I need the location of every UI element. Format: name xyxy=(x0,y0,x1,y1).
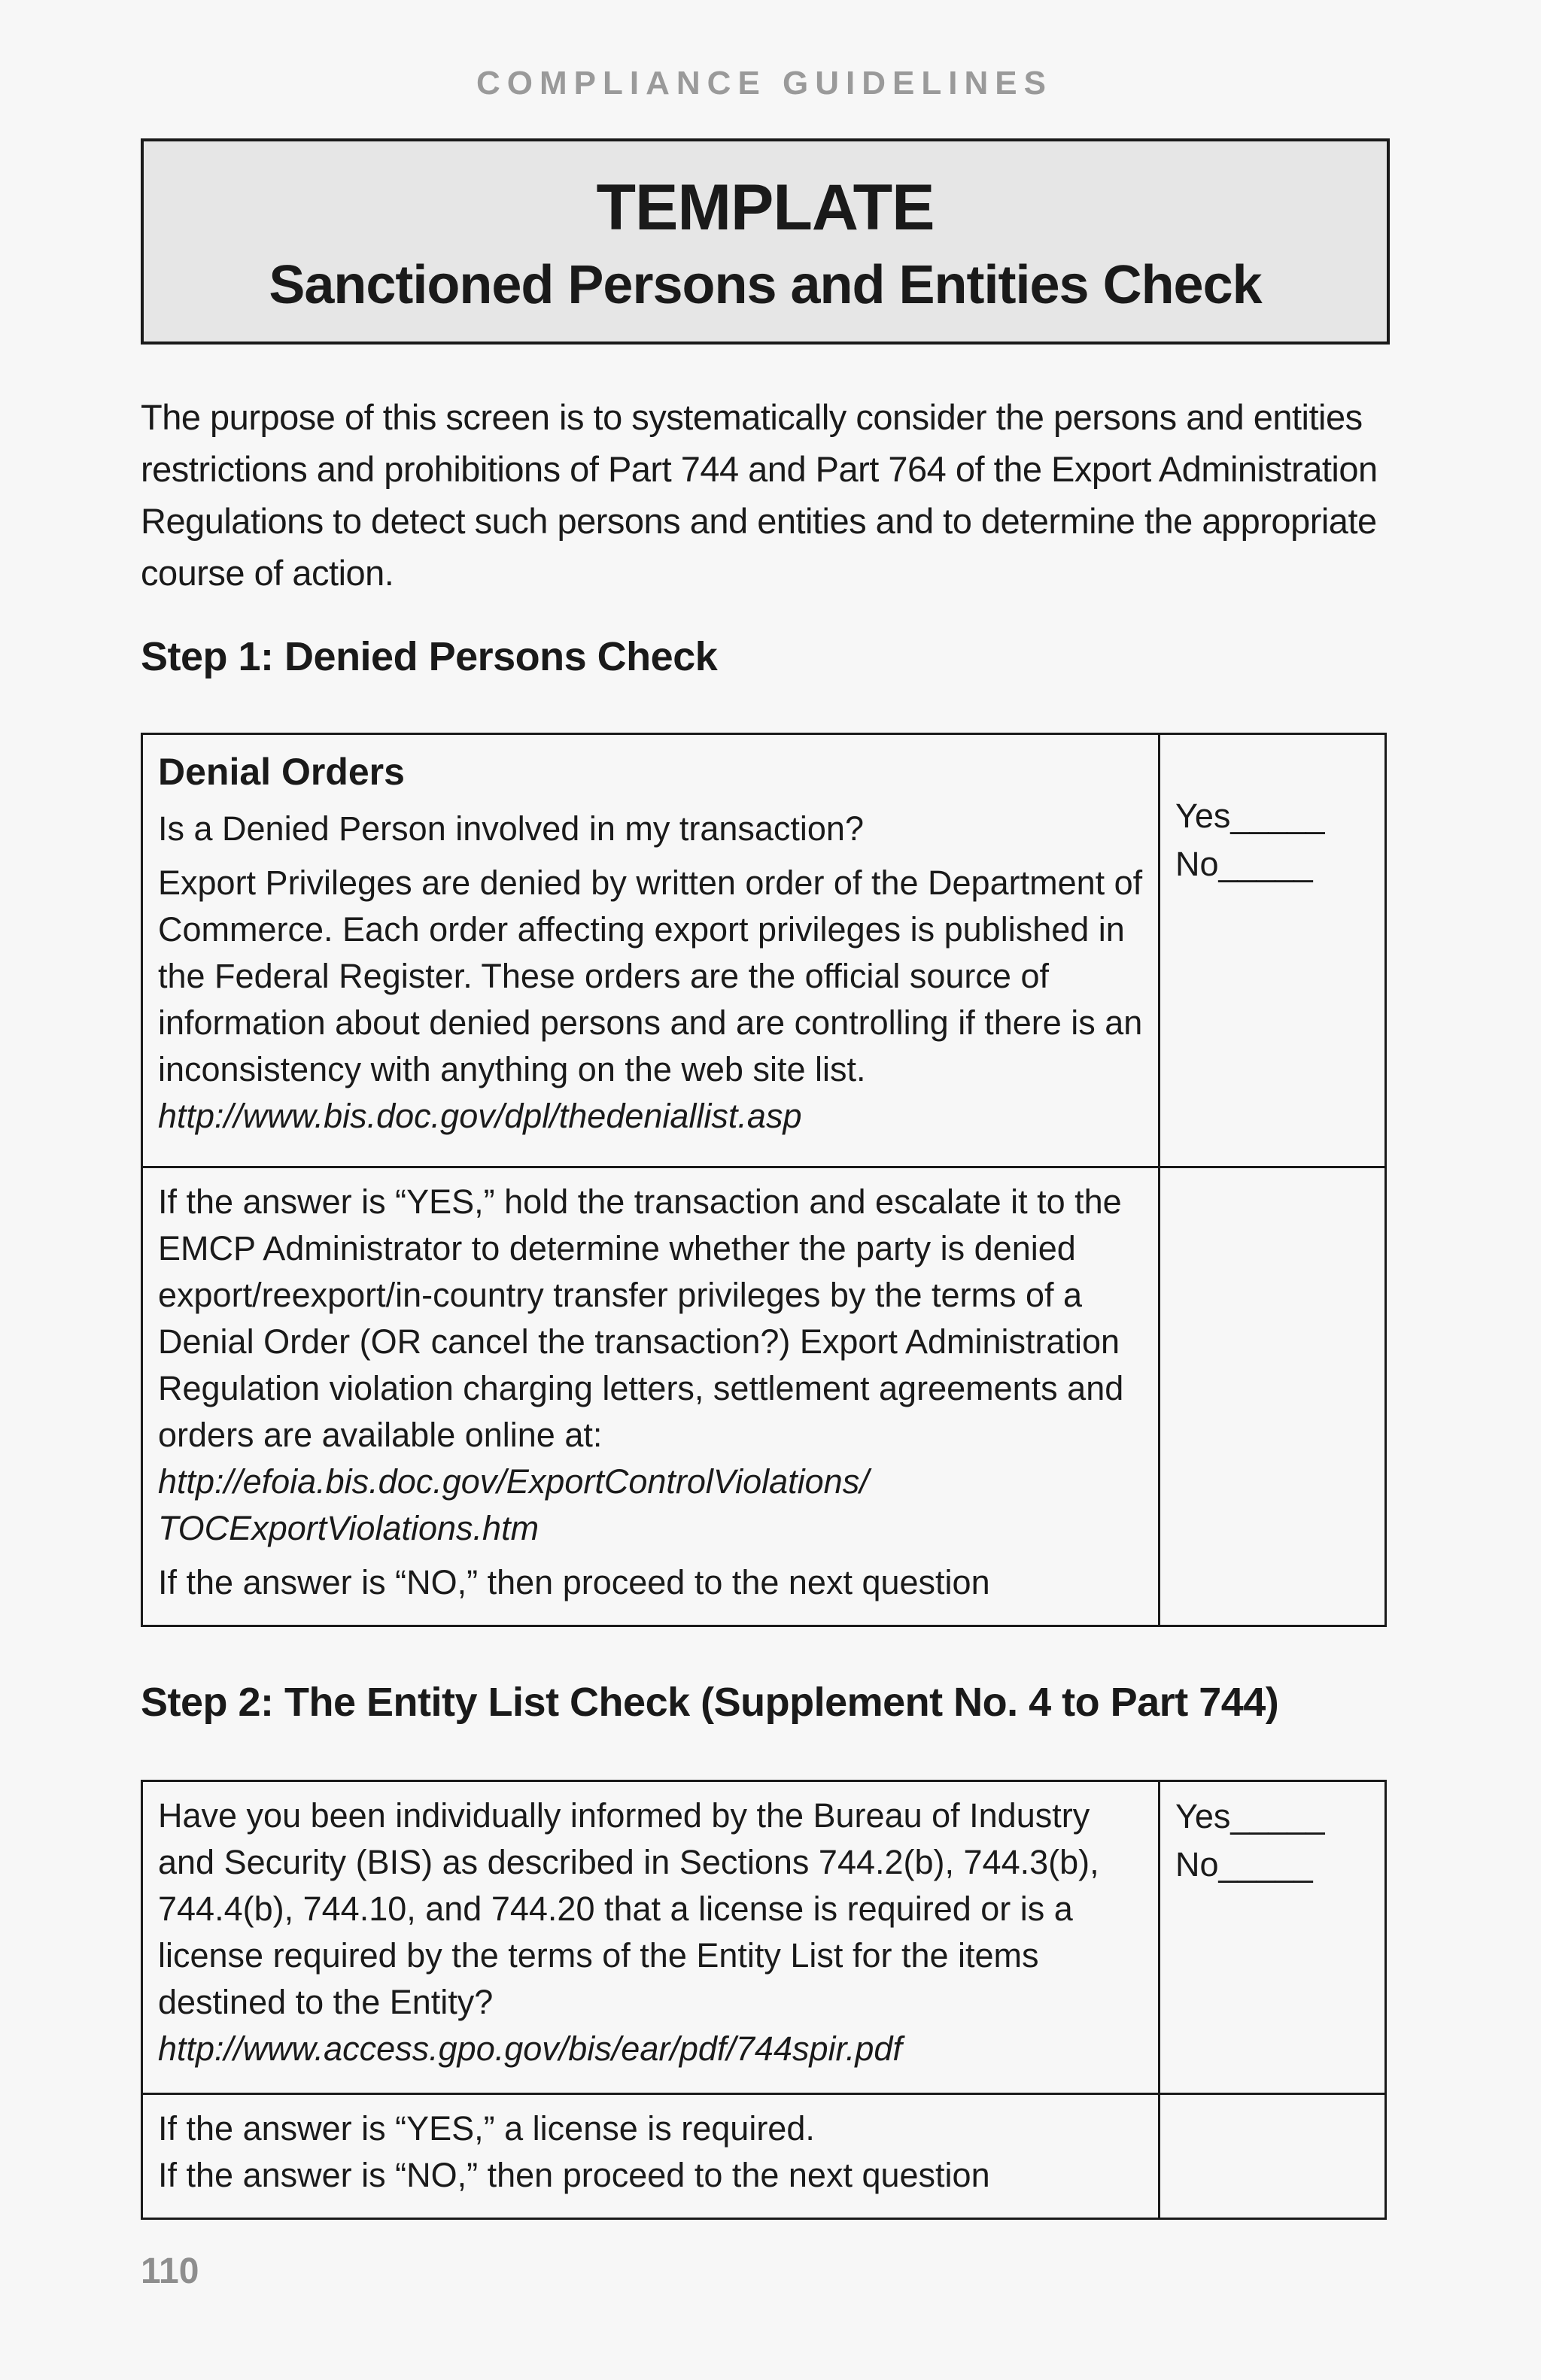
no-option[interactable]: No_____ xyxy=(1175,1845,1313,1884)
step2-table xyxy=(141,1780,1387,2220)
question-cell xyxy=(142,1781,1160,2094)
title-line2: Sanctioned Persons and Entities Check xyxy=(269,255,1262,315)
no-option[interactable]: No_____ xyxy=(1175,845,1313,883)
no-instruction: If the answer is “NO,” then proceed to the next question xyxy=(158,2156,990,2194)
reference-link[interactable]: http://www.access.gpo.gov/bis/ear/pdf/744spir.pdf xyxy=(158,2029,902,2068)
body-text: Export Privileges are denied by written order of the Department of Commerce. Each order affecting export privileges is published in the Federal Register. These orders are the official source of information about denied persons and are controlling if there is an inconsistency with anything on the web site list. xyxy=(158,864,1143,1088)
question-text: Have you been individually informed by the Bureau of Industry and Security (BIS) as described in Sections 744.2(b), 744.3(b), 744.4(b), 744.10, and 744.20 that a license is required or is a license required by the terms of the Entity List for the items destined to the Entity? xyxy=(158,1796,1099,2021)
title-line1: TEMPLATE xyxy=(596,172,935,244)
yes-instruction: If the answer is “YES,” a license is required. xyxy=(158,2109,815,2148)
intro-paragraph: The purpose of this screen is to systematically consider the persons and entities restrictions and prohibitions of Part 744 and Part 764 of the Export Administration Regulations to detect such persons and entities and to determine the appropriate course of action. xyxy=(141,397,1378,593)
empty-answer-cell xyxy=(1160,1167,1386,1626)
empty-answer-cell xyxy=(1160,2094,1386,2219)
reference-link[interactable]: http://www.bis.doc.gov/dpl/thedeniallist.asp xyxy=(158,1097,802,1135)
no-instruction: If the answer is “NO,” then proceed to the next question xyxy=(158,1563,990,1601)
question-cell xyxy=(142,734,1160,1167)
yes-option[interactable]: Yes_____ xyxy=(1175,797,1325,835)
yes-option[interactable]: Yes_____ xyxy=(1175,1797,1325,1835)
step2-heading: Step 2: The Entity List Check (Supplement No. 4 to Part 744) xyxy=(141,1680,1279,1725)
page-number: 110 xyxy=(141,2251,199,2291)
title-box xyxy=(141,138,1390,345)
step1-heading: Step 1: Denied Persons Check xyxy=(141,634,718,679)
instruction-cell xyxy=(142,2094,1160,2219)
denial-orders-title: Denial Orders xyxy=(158,751,405,793)
running-head: COMPLIANCE GUIDELINES xyxy=(476,65,1053,102)
violations-link[interactable]: http://efoia.bis.doc.gov/ExportControlViolations/ TOCExportViolations.htm xyxy=(158,1462,869,1547)
question-text: Is a Denied Person involved in my transaction? xyxy=(158,809,864,848)
table-row xyxy=(142,2094,1386,2219)
table-row xyxy=(142,1781,1386,2094)
table-row xyxy=(142,734,1386,1167)
answer-cell xyxy=(1160,734,1386,1167)
instruction-cell xyxy=(142,1167,1160,1626)
table-row xyxy=(142,1167,1386,1626)
step1-table xyxy=(141,733,1387,1627)
yes-instruction: If the answer is “YES,” hold the transaction and escalate it to the EMCP Administrator to determine whether the party is denied export/reexport/in-country transfer privileges by the terms of a Denial Order (OR cancel the transaction?) Export Administration Regulation violation charging letters, settlement agreements and orders are available online at: xyxy=(158,1182,1124,1454)
answer-cell xyxy=(1160,1781,1386,2094)
